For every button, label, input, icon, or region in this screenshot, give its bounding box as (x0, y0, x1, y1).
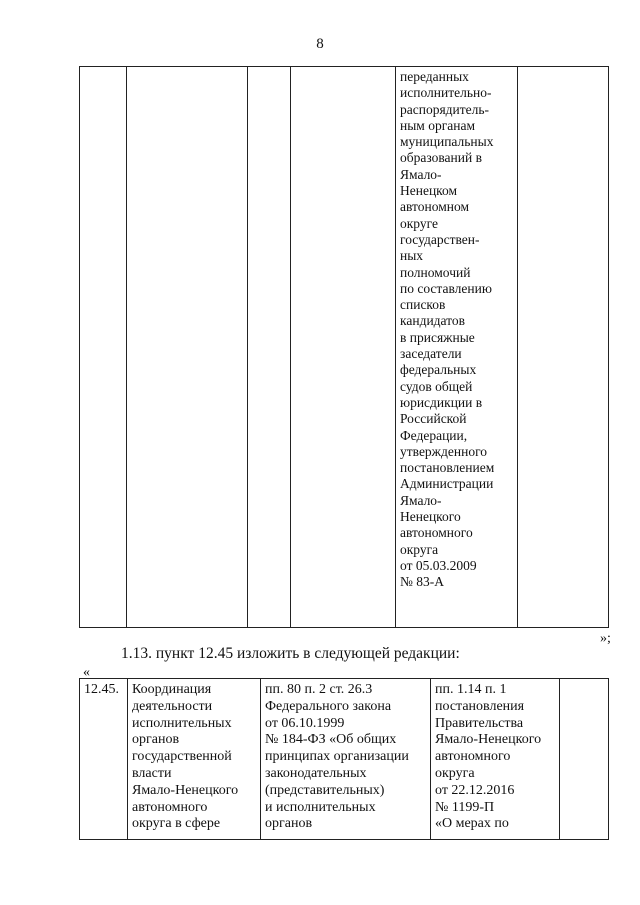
table-cell-empty (248, 67, 291, 628)
text-line: автономного (400, 525, 473, 541)
text-line: Российской (400, 411, 467, 427)
text-line: судов общей (400, 378, 473, 394)
text-line: пп. 80 п. 2 ст. 26.3 (265, 682, 373, 697)
item-number: 12.45. (84, 682, 119, 697)
table-row (80, 679, 609, 840)
text-line: Ямало-Ненецкого (132, 782, 239, 798)
opening-quote: « (83, 665, 90, 680)
item-federal-basis-lines (265, 682, 430, 833)
text-line: образований в (400, 150, 482, 166)
text-line: постановлением (400, 460, 495, 476)
new-item-table (79, 678, 609, 840)
text-line: № 1199-П (435, 799, 495, 815)
text-line: Федерации, (400, 427, 468, 443)
text-line: федеральных (400, 362, 477, 378)
text-line: от 05.03.2009 (400, 557, 477, 573)
text-line: списков (400, 297, 446, 313)
text-line: Ямало-Ненецкого (435, 732, 542, 748)
text-line: принципах организации (265, 749, 409, 765)
item-description-cell (128, 679, 261, 840)
table-cell-legal-basis (396, 67, 518, 628)
text-line: заседатели (400, 346, 462, 362)
text-line: Правительства (435, 715, 524, 731)
item-number-cell (80, 679, 128, 840)
table-row (80, 67, 609, 628)
text-line: Ямало- (400, 492, 442, 508)
table-cell-empty (127, 67, 248, 628)
text-line: органов (132, 732, 180, 748)
text-line: Ненецкого (400, 509, 461, 525)
text-line: распорядитель- (400, 101, 490, 117)
text-line: кандидатов (400, 313, 466, 329)
table-cell-empty (291, 67, 396, 628)
amendment-paragraph: 1.13. пункт 12.45 изложить в следующей редакции: (121, 645, 460, 662)
item-regional-basis-cell (431, 679, 560, 840)
text-line: юрисдикции в (400, 394, 483, 410)
text-line: Ямало- (400, 166, 442, 182)
text-line: муниципальных (400, 134, 494, 150)
text-line: округа в сфере (132, 816, 221, 832)
text-line: ным органам (400, 117, 476, 133)
text-line: ных (400, 248, 424, 264)
text-line: органов (265, 816, 313, 832)
text-line: округа (400, 541, 439, 557)
text-line: округа (435, 765, 475, 781)
text-line: Координация (132, 682, 212, 697)
text-line: от 22.12.2016 (435, 782, 515, 798)
cell-text-lines (400, 69, 517, 591)
text-line: № 83-А (400, 574, 445, 590)
text-line: переданных (400, 69, 469, 84)
text-line: от 06.10.1999 (265, 715, 345, 731)
text-line: деятельности (132, 698, 213, 714)
text-line: Ненецком (400, 183, 458, 199)
closing-quote: »; (600, 631, 611, 646)
text-line: полномочий (400, 264, 471, 280)
item-description-lines (132, 682, 260, 833)
text-line: государственной (132, 749, 232, 765)
text-line: исполнительно- (400, 85, 492, 101)
page-number: 8 (316, 36, 324, 52)
table-cell-empty (560, 679, 609, 840)
text-line: Администрации (400, 476, 494, 492)
text-line: автономного (132, 799, 208, 815)
item-regional-basis-lines (435, 682, 559, 833)
item-federal-basis-cell (261, 679, 431, 840)
text-line: государствен- (400, 231, 480, 247)
text-line: Федерального закона (265, 698, 392, 714)
table-cell-empty (518, 67, 609, 628)
text-line: и исполнительных (265, 799, 376, 815)
text-line: в присяжные (400, 329, 475, 345)
text-line: «О мерах по (435, 816, 509, 832)
text-line: утвержденного (400, 443, 488, 459)
table-cell-empty (80, 67, 127, 628)
text-line: пп. 1.14 п. 1 (435, 682, 507, 697)
text-line: автономном (400, 199, 470, 215)
text-line: законодательных (265, 765, 367, 781)
text-line: власти (132, 765, 172, 781)
text-line: постановления (435, 698, 525, 714)
text-line: автономного (435, 749, 511, 765)
text-line: № 184-ФЗ «Об общих (265, 732, 397, 748)
text-line: (представительных) (265, 782, 385, 798)
continued-table (79, 66, 609, 628)
text-line: округе (400, 215, 438, 231)
text-line: по составлению (400, 280, 492, 296)
text-line: исполнительных (132, 715, 232, 731)
